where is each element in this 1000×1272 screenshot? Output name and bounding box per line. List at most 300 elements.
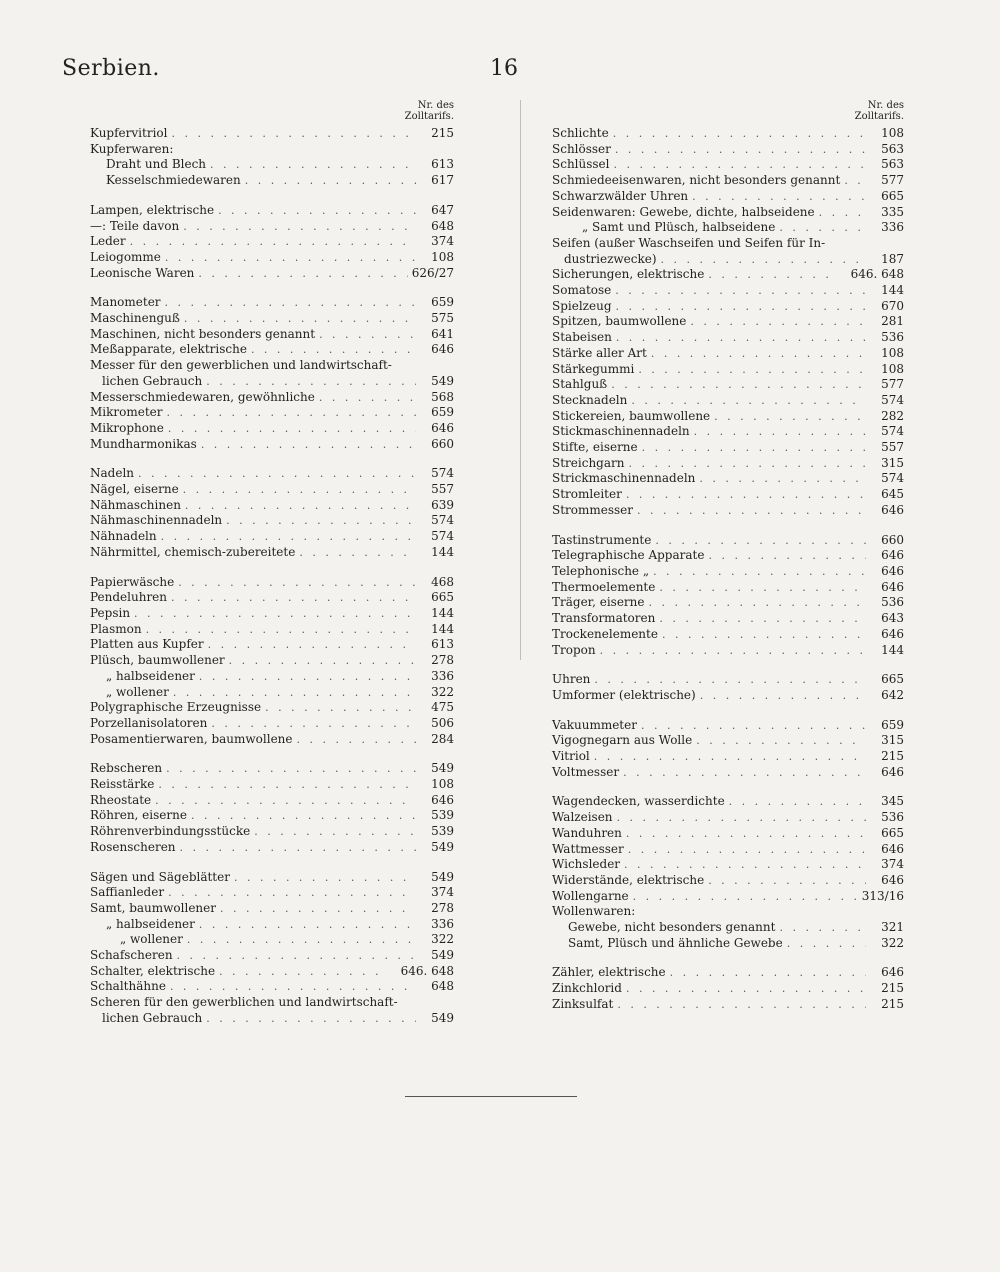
tariff-number: 613 <box>431 637 454 652</box>
leader-dots <box>616 299 866 315</box>
leader-dots <box>201 437 416 453</box>
tariff-number: 646 <box>881 764 904 779</box>
tariff-number: 648 <box>431 979 454 994</box>
index-entry <box>552 936 904 952</box>
index-entry <box>552 220 904 236</box>
tariff-number: 144 <box>881 283 904 298</box>
tariff-number: 577 <box>881 377 904 392</box>
leader-dots <box>178 575 416 591</box>
entry-label: „ wollener <box>120 932 183 947</box>
leader-dots <box>600 643 866 659</box>
index-entry <box>90 157 454 173</box>
index-entry <box>552 487 904 503</box>
entry-label: Vitriol <box>552 749 590 764</box>
leader-dots <box>662 627 866 643</box>
index-entry <box>90 498 454 514</box>
tariff-number: 215 <box>431 126 454 140</box>
tariff-number: 539 <box>431 824 454 839</box>
tariff-number: 563 <box>881 157 904 172</box>
index-entry <box>90 219 454 235</box>
index-entry <box>90 466 454 482</box>
tariff-number: 646. 648 <box>400 963 454 978</box>
leader-dots <box>641 718 866 734</box>
tariff-number: 549 <box>431 948 454 963</box>
index-entry <box>552 564 904 580</box>
tariff-number: 187 <box>881 251 904 266</box>
leader-dots <box>199 917 416 933</box>
index-entry <box>552 377 904 393</box>
entry-label: Sägen und Sägeblätter <box>90 869 230 884</box>
leader-dots <box>692 189 866 205</box>
leader-dots <box>623 765 866 781</box>
index-entry <box>90 545 454 561</box>
entry-label: Schalthähne <box>90 979 166 994</box>
index-list-right <box>552 126 904 1013</box>
leader-dots <box>251 342 416 358</box>
index-entry <box>552 456 904 472</box>
entry-label: Seifen (außer Waschseifen und Seifen für In- <box>552 235 826 250</box>
index-entry <box>90 482 454 498</box>
leader-dots <box>614 157 867 173</box>
index-entry <box>552 283 904 299</box>
index-entry <box>552 533 904 549</box>
leader-dots <box>167 405 417 421</box>
entry-label: Schalter, elektrische <box>90 963 216 978</box>
section-gap <box>552 519 904 533</box>
tariff-number: 374 <box>881 857 904 872</box>
leader-dots <box>631 393 866 409</box>
entry-label: Nähmaschinennadeln <box>90 513 223 528</box>
entry-label: Mundharmonikas <box>90 436 197 451</box>
tariff-number: 549 <box>431 1010 454 1025</box>
index-entry <box>552 643 904 659</box>
tariff-number: 574 <box>881 424 904 439</box>
leader-dots <box>211 716 416 732</box>
leader-dots <box>649 595 867 611</box>
tariff-number: 646 <box>881 872 904 887</box>
tariff-number: 278 <box>431 653 454 668</box>
index-entry <box>90 142 454 158</box>
entry-label: Transformatoren <box>552 611 656 626</box>
tariff-number: 613 <box>431 157 454 172</box>
index-entry <box>90 979 454 995</box>
tariff-number: 639 <box>431 497 454 512</box>
tariff-number: 374 <box>431 885 454 900</box>
leader-dots <box>613 126 866 142</box>
entry-label: Messerschmiedewaren, gewöhnliche <box>90 389 315 404</box>
index-entry <box>552 842 904 858</box>
index-entry <box>90 716 454 732</box>
tariff-number: 536 <box>881 330 904 345</box>
entry-label: Leiogomme <box>90 249 161 264</box>
tariff-number: 144 <box>431 544 454 559</box>
entry-label: Vigognegarn aus Wolle <box>552 733 693 748</box>
leader-dots <box>199 669 416 685</box>
entry-label: Telegraphische Apparate <box>552 548 705 563</box>
entry-label: Leder <box>90 234 126 249</box>
index-entry <box>90 669 454 685</box>
tariff-number: 574 <box>431 529 454 544</box>
entry-label: Maschinenguß <box>90 311 180 326</box>
index-entry <box>90 824 454 840</box>
leader-dots <box>171 126 416 142</box>
tariff-number: 108 <box>881 361 904 376</box>
leader-dots <box>611 377 866 393</box>
entry-label: Plasmon <box>90 621 142 636</box>
index-entry <box>552 965 904 981</box>
index-entry <box>552 362 904 378</box>
index-entry <box>90 653 454 669</box>
index-entry <box>552 688 904 704</box>
leader-dots <box>165 295 416 311</box>
tariff-number: 536 <box>881 595 904 610</box>
section-gap <box>90 452 454 466</box>
leader-dots <box>168 421 416 437</box>
index-entry <box>552 548 904 564</box>
tariff-number: 313/16 <box>861 888 904 903</box>
section-gap <box>552 658 904 672</box>
section-gap <box>90 561 454 575</box>
entry-label: Trockenelemente <box>552 626 658 641</box>
tariff-number: 643 <box>881 611 904 626</box>
leader-dots <box>254 824 416 840</box>
index-entry <box>90 173 454 189</box>
entry-label: Schlichte <box>552 126 609 140</box>
page-running-title: Serbien. <box>62 56 160 81</box>
leader-dots <box>170 979 416 995</box>
index-column-right <box>552 100 904 1013</box>
index-entry <box>552 889 904 905</box>
tariff-number: 641 <box>431 326 454 341</box>
tariff-number: 549 <box>431 373 454 388</box>
index-entry <box>552 794 904 810</box>
entry-label: Wollengarne <box>552 888 629 903</box>
entry-label: Streichgarn <box>552 455 625 470</box>
entry-label: Saffianleder <box>90 885 165 900</box>
leader-dots <box>659 611 866 627</box>
column-header-line-2: Zolltarifs. <box>854 111 904 122</box>
tariff-number: 659 <box>431 295 454 310</box>
index-entry <box>90 342 454 358</box>
tariff-number: 568 <box>431 389 454 404</box>
index-entry <box>90 126 454 142</box>
section-gap <box>552 704 904 718</box>
entry-label: Stifte, eiserne <box>552 440 638 455</box>
tariff-number: 665 <box>881 825 904 840</box>
entry-label: Spielzeug <box>552 298 612 313</box>
tariff-number: 646 <box>431 420 454 435</box>
leader-dots <box>626 826 866 842</box>
index-entry <box>90 948 454 964</box>
entry-label: Vakuummeter <box>552 717 637 732</box>
index-entry <box>552 189 904 205</box>
section-gap <box>552 951 904 965</box>
leader-dots <box>617 810 866 826</box>
entry-label: Umformer (elektrische) <box>552 687 696 702</box>
column-header-line-1: Nr. des <box>867 100 904 111</box>
tariff-number: 660 <box>881 532 904 547</box>
leader-dots <box>594 672 866 688</box>
index-entry <box>552 810 904 826</box>
index-entry <box>90 808 454 824</box>
leader-dots <box>166 761 416 777</box>
tariff-number: 577 <box>881 173 904 188</box>
leader-dots <box>626 487 866 503</box>
index-entry <box>90 793 454 809</box>
entry-label: Kupferwaren: <box>90 141 174 156</box>
leader-dots <box>708 548 866 564</box>
index-entry <box>552 718 904 734</box>
entry-label: Scheren für den gewerblichen und landwirtschaft- <box>90 995 398 1010</box>
index-entry <box>90 575 454 591</box>
entry-label: Wagendecken, wasserdichte <box>552 794 725 809</box>
entry-label: Samt, Plüsch und ähnliche Gewebe <box>568 935 783 950</box>
index-entry <box>552 330 904 346</box>
leader-dots <box>138 466 416 482</box>
leader-dots <box>616 330 866 346</box>
entry-label: Plüsch, baumwollener <box>90 653 225 668</box>
tariff-number: 549 <box>431 869 454 884</box>
leader-dots <box>694 424 866 440</box>
entry-label: Porzellanisolatoren <box>90 715 208 730</box>
leader-dots <box>655 533 866 549</box>
entry-label: Papierwäsche <box>90 574 175 589</box>
index-entry <box>90 622 454 638</box>
entry-label: Röhren, eiserne <box>90 808 187 823</box>
leader-dots <box>234 870 416 886</box>
leader-dots <box>626 981 866 997</box>
leader-dots <box>229 653 416 669</box>
entry-label: Schafscheren <box>90 948 173 963</box>
index-entry <box>90 870 454 886</box>
tariff-number: 574 <box>881 392 904 407</box>
index-entry <box>552 749 904 765</box>
leader-dots <box>638 362 866 378</box>
tariff-number: 108 <box>431 249 454 264</box>
entry-label: Zinksulfat <box>552 996 614 1011</box>
entry-label: Kesselschmiedewaren <box>106 173 241 188</box>
tariff-number: 646 <box>881 563 904 578</box>
entry-label: Messer für den gewerblichen und landwirtschaft- <box>90 358 392 373</box>
entry-label: Stabeisen <box>552 330 612 345</box>
leader-dots <box>714 409 866 425</box>
tariff-number: 646 <box>881 841 904 856</box>
entry-label: Thermoelemente <box>552 579 656 594</box>
tariff-number: 646 <box>881 965 904 980</box>
entry-label: Walzeisen <box>552 810 613 825</box>
index-entry <box>552 765 904 781</box>
leader-dots <box>198 266 407 282</box>
index-entry <box>90 901 454 917</box>
tariff-number: 108 <box>881 345 904 360</box>
entry-label: Schwarzwälder Uhren <box>552 188 689 203</box>
leader-dots <box>191 808 416 824</box>
index-entry <box>552 142 904 158</box>
index-entry <box>90 250 454 266</box>
entry-label: Manometer <box>90 295 161 310</box>
tariff-number: 468 <box>431 574 454 589</box>
entry-label: Nähnadeln <box>90 529 157 544</box>
index-entry <box>90 777 454 793</box>
tariff-number: 617 <box>431 173 454 188</box>
index-entry <box>552 236 904 252</box>
entry-label: „ halbseidener <box>106 668 195 683</box>
leader-dots <box>210 157 416 173</box>
entry-label: Kupfervitriol <box>90 126 168 140</box>
tariff-number: 665 <box>881 188 904 203</box>
leader-dots <box>637 503 866 519</box>
index-entry <box>90 1011 454 1027</box>
leader-dots <box>628 842 866 858</box>
leader-dots <box>617 997 866 1013</box>
entry-label: Somatose <box>552 283 612 298</box>
tariff-number: 646 <box>431 342 454 357</box>
index-entry <box>90 932 454 948</box>
entry-label: Nägel, eiserne <box>90 482 179 497</box>
column-header-line-2: Zolltarifs. <box>404 111 454 122</box>
tariff-number: 647 <box>431 202 454 217</box>
entry-label: dustriezwecke) <box>564 251 657 266</box>
tariff-number: 549 <box>431 839 454 854</box>
tariff-number: 536 <box>881 810 904 825</box>
leader-dots <box>699 471 866 487</box>
entry-label: Nährmittel, chemisch-zubereitete <box>90 544 296 559</box>
entry-label: „ wollener <box>106 684 169 699</box>
leader-dots <box>819 205 866 221</box>
tariff-number: 646 <box>881 502 904 517</box>
column-header <box>552 100 904 126</box>
index-entry <box>552 126 904 142</box>
tariff-number: 648 <box>431 218 454 233</box>
leader-dots <box>208 637 416 653</box>
tariff-number: 321 <box>881 920 904 935</box>
tariff-number: 345 <box>881 794 904 809</box>
tariff-number: 646 <box>881 548 904 563</box>
column-divider <box>520 100 521 660</box>
index-entry <box>90 840 454 856</box>
index-entry <box>552 299 904 315</box>
tariff-number: 563 <box>881 141 904 156</box>
index-entry <box>90 405 454 421</box>
entry-label: Seidenwaren: Gewebe, dichte, halbseidene <box>552 204 815 219</box>
index-entry <box>90 700 454 716</box>
entry-label: Telephonische „ <box>552 563 650 578</box>
index-entry <box>552 346 904 362</box>
leader-dots <box>265 700 416 716</box>
index-entry <box>90 421 454 437</box>
tariff-number: 574 <box>431 513 454 528</box>
tariff-number: 575 <box>431 311 454 326</box>
index-entry <box>552 409 904 425</box>
index-entry <box>552 920 904 936</box>
leader-dots <box>158 777 416 793</box>
leader-dots <box>185 498 416 514</box>
index-entry <box>552 424 904 440</box>
section-gap <box>552 780 904 794</box>
tariff-number: 660 <box>431 436 454 451</box>
tariff-number: 278 <box>431 900 454 915</box>
tariff-number: 215 <box>881 996 904 1011</box>
entry-label: Strommesser <box>552 502 634 517</box>
index-entry <box>552 672 904 688</box>
entry-label: lichen Gebrauch <box>102 1010 203 1025</box>
tariff-number: 626/27 <box>411 265 454 280</box>
index-entry <box>90 606 454 622</box>
index-entry <box>90 964 454 980</box>
index-entry <box>90 637 454 653</box>
entry-label: Draht und Blech <box>106 157 207 172</box>
index-entry <box>90 761 454 777</box>
tariff-number: 475 <box>431 700 454 715</box>
leader-dots <box>220 901 416 917</box>
leader-dots <box>155 793 416 809</box>
leader-dots <box>134 606 416 622</box>
leader-dots <box>696 733 866 749</box>
index-entry <box>552 173 904 189</box>
tariff-number: 642 <box>881 687 904 702</box>
index-entry <box>552 857 904 873</box>
entry-label: Nadeln <box>90 466 135 481</box>
index-entry <box>90 203 454 219</box>
entry-label: Strickmaschinennadeln <box>552 471 696 486</box>
entry-label: Samt, baumwollener <box>90 900 216 915</box>
leader-dots <box>184 311 416 327</box>
entry-label: Zinkchlorid <box>552 981 622 996</box>
leader-dots <box>245 173 416 189</box>
tariff-number: 284 <box>431 731 454 746</box>
index-entry <box>552 627 904 643</box>
tariff-number: 374 <box>431 234 454 249</box>
leader-dots <box>661 252 866 268</box>
entry-label: Wattmesser <box>552 841 624 856</box>
index-entry <box>552 314 904 330</box>
index-column-left <box>90 100 454 1027</box>
leader-dots <box>226 513 416 529</box>
leader-dots <box>594 749 866 765</box>
leader-dots <box>779 220 866 236</box>
leader-dots <box>183 219 416 235</box>
entry-label: Reisstärke <box>90 777 155 792</box>
leader-dots <box>299 545 416 561</box>
tariff-number: 215 <box>881 981 904 996</box>
index-entry <box>552 981 904 997</box>
leader-dots <box>173 685 416 701</box>
entry-label: Mikrometer <box>90 405 163 420</box>
tariff-number: 322 <box>431 684 454 699</box>
entry-label: Stromleiter <box>552 487 622 502</box>
entry-label: Widerstände, elektrische <box>552 872 705 887</box>
page-number: 16 <box>490 56 518 81</box>
index-entry <box>552 267 904 283</box>
leader-dots <box>700 688 866 704</box>
tariff-number: 574 <box>881 471 904 486</box>
index-entry <box>552 611 904 627</box>
entry-label: Tropon <box>552 642 596 657</box>
entry-label: Wichsleder <box>552 857 621 872</box>
entry-label: Stärke aller Art <box>552 345 647 360</box>
leader-dots <box>633 889 858 905</box>
entry-label: Wanduhren <box>552 825 622 840</box>
index-entry <box>552 471 904 487</box>
tariff-number: 282 <box>881 408 904 423</box>
tariff-number: 336 <box>881 220 904 235</box>
tariff-number: 322 <box>881 935 904 950</box>
index-entry <box>90 917 454 933</box>
tariff-number: 281 <box>881 314 904 329</box>
entry-label: Rosenscheren <box>90 839 176 854</box>
entry-label: Träger, eiserne <box>552 595 645 610</box>
footer-rule <box>405 1096 577 1097</box>
